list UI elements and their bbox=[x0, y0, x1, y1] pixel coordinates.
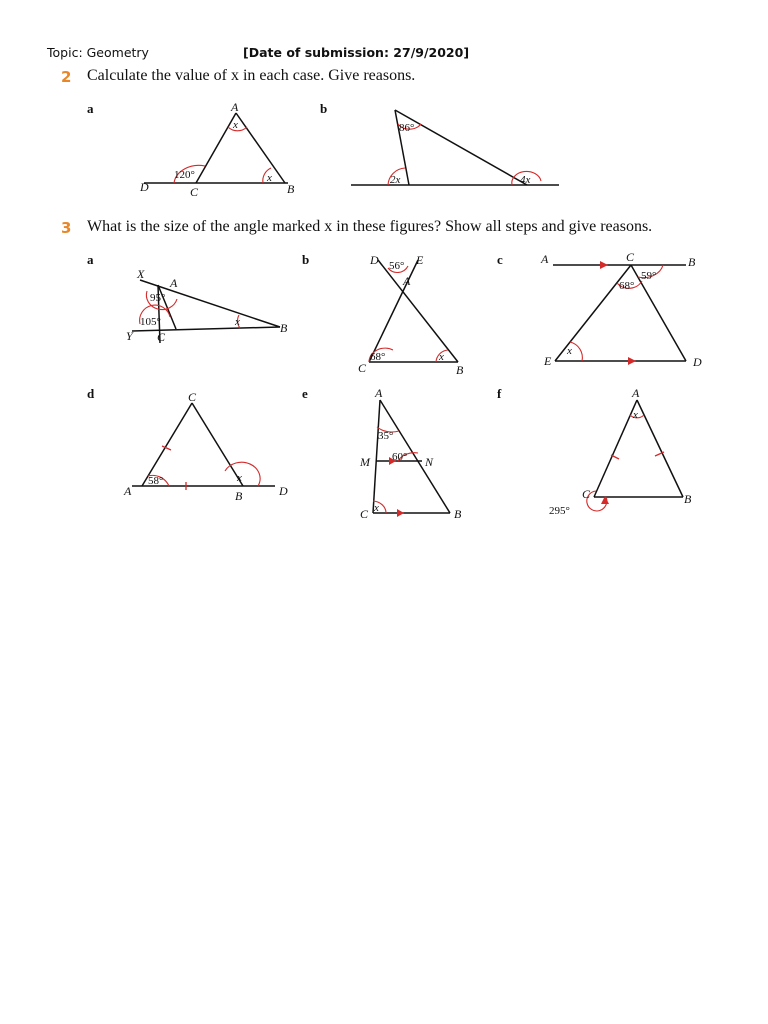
q3a-label: a bbox=[87, 252, 94, 267]
q3c-angle-E: x bbox=[567, 345, 572, 357]
q3a-vertex-B: B bbox=[280, 321, 288, 335]
q3a-vertex-X: X bbox=[137, 267, 145, 281]
q3e-angle-N: 60° bbox=[392, 451, 408, 463]
q3b-vertex-C: C bbox=[358, 361, 367, 375]
q3e-vertex-A: A bbox=[375, 386, 383, 400]
question-3-number: 3 bbox=[61, 219, 72, 237]
q3e-label: e bbox=[302, 386, 308, 401]
q3e-vertex-B: B bbox=[454, 507, 462, 521]
q3b-vertex-B: B bbox=[456, 363, 464, 377]
q2a-angle-exterior: 120° bbox=[174, 169, 195, 181]
question-2-number: 2 bbox=[61, 68, 72, 86]
q3c-label: c bbox=[497, 252, 503, 267]
q2a-vertex-B: B bbox=[287, 182, 295, 196]
q3f-angle-reflex: 295° bbox=[549, 505, 570, 517]
q3d-angle-A: 58° bbox=[148, 475, 164, 487]
q3a-angle-A: 95° bbox=[150, 292, 166, 304]
q3e-vertex-N: N bbox=[425, 455, 434, 469]
q3c-angle-68: 68° bbox=[619, 280, 635, 292]
q3d-vertex-D: D bbox=[279, 484, 288, 498]
q3b-angle-C: 68° bbox=[370, 351, 386, 363]
q2b-angle-right: 4x bbox=[520, 174, 531, 186]
q3c-vertex-D: D bbox=[693, 355, 702, 369]
q2a-label: a bbox=[87, 101, 94, 116]
q3f-vertex-C: C bbox=[582, 487, 591, 501]
q3b-label: b bbox=[302, 252, 310, 267]
submission-date: [Date of submission: 27/9/2020] bbox=[243, 45, 470, 60]
q2a-angle-top: x bbox=[233, 119, 238, 131]
q3f-figure bbox=[540, 385, 710, 525]
q3e-vertex-M: M bbox=[360, 455, 370, 469]
q3d-vertex-A: A bbox=[124, 484, 132, 498]
topic-label: Topic: Geometry bbox=[47, 45, 149, 60]
q3a-figure bbox=[120, 265, 295, 350]
q3a-angle-B: x bbox=[235, 316, 240, 328]
q2b-angle-top: 86° bbox=[399, 122, 415, 134]
q2b-angle-left: 2x bbox=[390, 174, 401, 186]
q3c-vertex-C: C bbox=[626, 250, 635, 264]
q3d-figure bbox=[120, 388, 300, 503]
q2a-angle-base: x bbox=[267, 172, 272, 184]
q3a-vertex-Y: Y bbox=[126, 329, 133, 343]
q3c-vertex-A: A bbox=[541, 252, 549, 266]
q3e-vertex-C: C bbox=[360, 507, 369, 521]
q3d-label: d bbox=[87, 386, 95, 401]
q2b-label: b bbox=[320, 101, 328, 116]
q3b-angle-top: 56° bbox=[389, 260, 405, 272]
q3f-angle-A: x bbox=[633, 409, 638, 421]
question-3-prompt: What is the size of the angle marked x in these figures? Show all steps and give reasons. bbox=[87, 218, 653, 235]
q3b-vertex-A: A bbox=[403, 274, 411, 288]
q2a-vertex-C: C bbox=[190, 185, 199, 199]
q3b-figure bbox=[350, 250, 475, 380]
q3b-vertex-E: E bbox=[416, 253, 424, 267]
q3f-vertex-B: B bbox=[684, 492, 692, 506]
q3e-angle-C: x bbox=[374, 502, 379, 514]
q2a-vertex-D: D bbox=[140, 180, 149, 194]
q3c-vertex-E: E bbox=[544, 354, 552, 368]
q3c-vertex-B: B bbox=[688, 255, 696, 269]
q2b-figure bbox=[345, 100, 565, 195]
q3c-figure bbox=[538, 250, 713, 375]
q3d-vertex-C: C bbox=[188, 390, 197, 404]
q3a-vertex-A: A bbox=[170, 276, 178, 290]
q3b-angle-B: x bbox=[439, 351, 444, 363]
question-2-prompt: Calculate the value of x in each case. Give reasons. bbox=[87, 67, 416, 84]
q3f-label: f bbox=[497, 386, 502, 401]
q3e-angle-A: 35° bbox=[378, 430, 394, 442]
q3f-vertex-A: A bbox=[632, 386, 640, 400]
q3d-angle-B: x bbox=[237, 472, 242, 484]
q3b-vertex-D: D bbox=[370, 253, 379, 267]
q3a-vertex-C: C bbox=[157, 330, 166, 344]
q3a-angle-C: 105° bbox=[140, 316, 161, 328]
q2a-figure bbox=[130, 100, 305, 200]
q3d-vertex-B: B bbox=[235, 489, 243, 503]
q3c-angle-59: 59° bbox=[641, 270, 657, 282]
q3e-figure bbox=[355, 385, 470, 525]
q2a-vertex-A: A bbox=[231, 100, 239, 114]
